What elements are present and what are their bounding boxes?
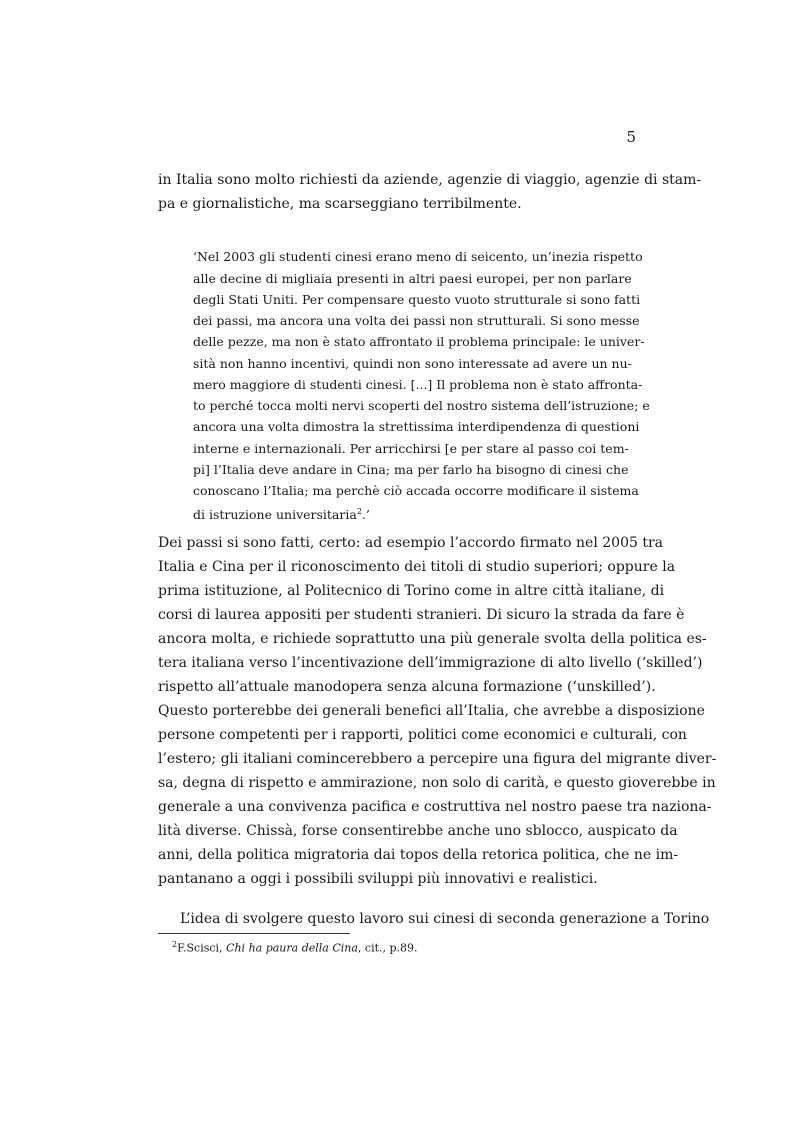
quote-line: degli Stati Uniti. Per compensare questo vuoto strutturale si sono fatti (193, 292, 641, 307)
paragraph-line: Italia e Cina per il riconoscimento dei titoli di studio superiori; oppure la (158, 559, 676, 575)
paragraph-line: corsi di laurea appositi per studenti stranieri. Di sicuro la strada da fare è (158, 607, 685, 623)
footnote-author: F.Scisci, (177, 941, 227, 955)
quote-line: dei passi, ma ancora una volta dei passi non strutturali. Si sono messe (193, 313, 640, 328)
quote-line: sità non hanno incentivi, quindi non sono interessate ad avere un nu- (193, 356, 632, 371)
paragraph-line: pantanano a oggi i possibili sviluppi più innovativi e realistici. (158, 871, 598, 887)
paragraph-line: prima istituzione, al Politecnico di Torino come in altre città italiane, di (158, 583, 665, 599)
intro-line: in Italia sono molto richiesti da aziende, agenzie di viaggio, agenzie di stam- (158, 172, 702, 188)
quote-line: mero maggiore di studenti cinesi. [...] Il problema non è stato affronta- (193, 377, 643, 392)
intro-line: pa e giornalistiche, ma scarseggiano terribilmente. (158, 196, 522, 212)
quote-close: .’ (361, 507, 370, 523)
quote-line-last (193, 504, 601, 523)
paragraph-line: tera italiana verso l’incentivazione dell’immigrazione di alto livello (‘skilled’) (158, 655, 703, 671)
page-number: 5 (626, 128, 636, 146)
paragraph-line: Dei passi si sono fatti, certo: ad esempio l’accordo firmato nel 2005 tra (158, 535, 664, 551)
paragraph-line: L’idea di svolgere questo lavoro sui cinesi di seconda generazione a Torino (180, 911, 710, 927)
quote-line: conoscano l’Italia; ma perchè ciò accada occorre modificare il sistema (193, 483, 639, 498)
footnote (172, 938, 418, 956)
quote-line: to perché tocca molti nervi scoperti del nostro sistema dell’istruzione; e (193, 398, 650, 413)
footnote-rest: , cit., p.89. (357, 941, 418, 955)
quote-line: ancora una volta dimostra la strettissima interdipendenza di questioni (193, 419, 640, 434)
footnote-rule (158, 933, 350, 934)
quote-line: alle decine di migliaia presenti in altri paesi europei, per non parlare (193, 271, 632, 286)
footnote-mark: 2 (356, 507, 362, 516)
quote-line: interne e internazionali. Per arricchirsi [e per stare al passo coi tem- (193, 441, 629, 456)
paragraph-line: l’estero; gli italiani comincerebbero a percepire una figura del migrante diver- (158, 751, 717, 767)
footnote-title: Chi ha paura della Cina (226, 941, 358, 955)
paragraph-line: sa, degna di rispetto e ammirazione, non solo di carità, e questo gioverebbe in (158, 775, 716, 791)
paragraph-line: persone competenti per i rapporti, politici come economici e culturali, con (158, 727, 687, 743)
footnote-number: 2 (172, 940, 178, 949)
quote-last-text: di istruzione universitaria (193, 507, 357, 523)
paragraph-line: lità diverse. Chissà, forse consentirebbe anche uno sblocco, auspicato da (158, 823, 678, 839)
paragraph-line: ancora molta, e richiede soprattutto una più generale svolta della politica es- (158, 631, 707, 647)
quote-line: delle pezze, ma non è stato affrontato il problema principale: le univer- (193, 334, 645, 349)
quote-line: ‘Nel 2003 gli studenti cinesi erano meno di seicento, un’inezia rispetto (193, 249, 643, 264)
paragraph-line: generale a una convivenza pacifica e costruttiva nel nostro paese tra naziona- (158, 799, 712, 815)
paragraph-line: Questo porterebbe dei generali benefici all’Italia, che avrebbe a disposizione (158, 703, 705, 719)
paragraph-line: rispetto all’attuale manodopera senza alcuna formazione (‘unskilled’). (158, 679, 656, 695)
paragraph-line: anni, della politica migratoria dai topos della retorica politica, che ne im- (158, 847, 679, 863)
quote-line: pi] l’Italia deve andare in Cina; ma per farlo ha bisogno di cinesi che (193, 462, 629, 477)
